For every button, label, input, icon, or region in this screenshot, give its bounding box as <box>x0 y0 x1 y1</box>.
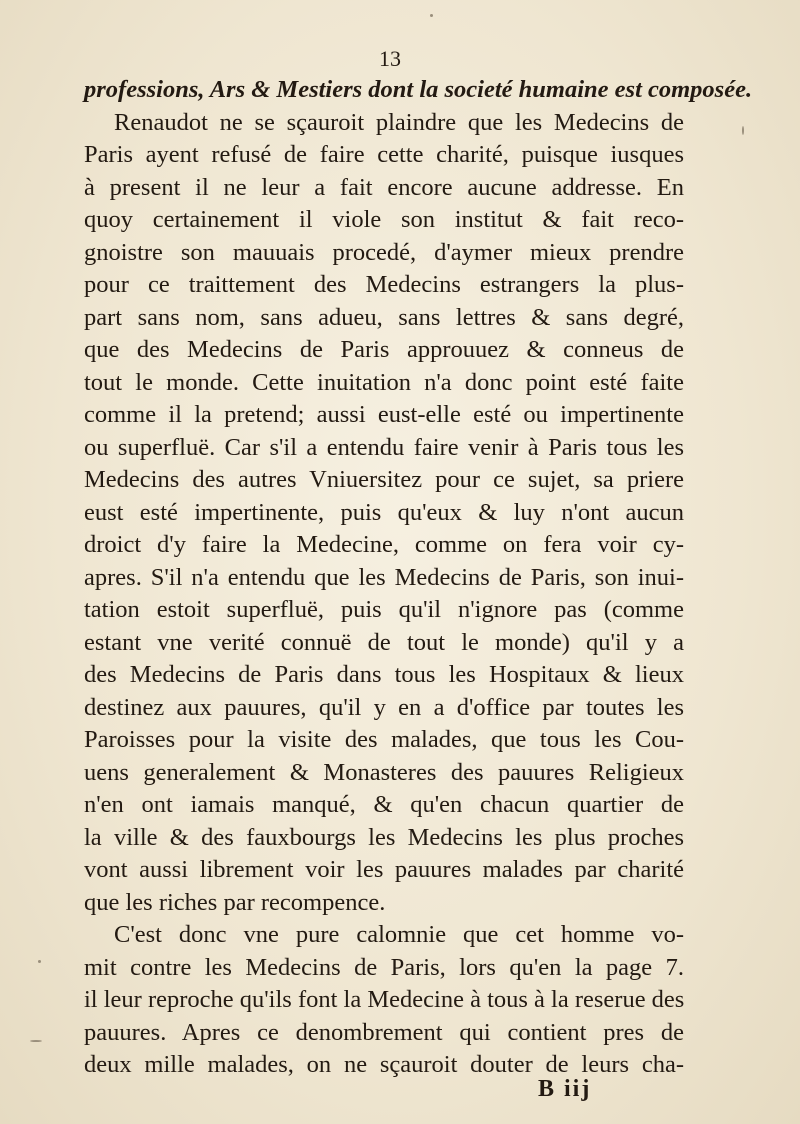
text-line: la ville & des fauxbourgs les Medecins les plus proches <box>84 823 684 851</box>
text-line: Paroisses pour la visite des malades, que tous les Cou- <box>84 726 684 753</box>
text-line: apres. S'il n'a entendu que les Medecins de Paris, son inui- <box>84 563 684 591</box>
text-line: C'est donc vne pure calomnie que cet homme vo- <box>114 921 684 948</box>
text-line: part sans nom, sans adueu, sans lettres & sans degré, <box>84 303 684 331</box>
text-line: Medecins des autres Vniuersitez pour ce sujet, sa priere <box>84 466 684 493</box>
text-line: estant vne verité connuë de tout le monde) qu'il y a <box>84 628 684 656</box>
signature-mark: B iij <box>538 1076 592 1102</box>
text-line: Renaudot ne se sçauroit plaindre que les Medecins de <box>114 108 684 136</box>
text-line: pauures. Apres ce denombrement qui contient pres de <box>84 1018 684 1046</box>
text-line-heading: professions, Ars & Mestiers dont la societé humaine est composée. <box>84 76 753 103</box>
text-line: tout le monde. Cette inuitation n'a donc point esté faite <box>84 368 684 396</box>
text-line: que des Medecins de Paris approuuez & conneus de <box>84 336 684 363</box>
text-line: ou superfluë. Car s'il a entendu faire venir à Paris tous les <box>84 433 684 461</box>
text-line: quoy certainement il viole son institut & fait reco- <box>84 206 684 233</box>
text-line: n'en ont iamais manqué, & qu'en chacun quartier de <box>84 791 684 818</box>
text-line: des Medecins de Paris dans tous les Hospitaux & lieux <box>84 661 684 688</box>
text-line: gnoistre son mauuais procedé, d'aymer mieux prendre <box>84 238 684 266</box>
text-line: pour ce traittement des Medecins estrangers la plus- <box>84 271 684 298</box>
text-line: destinez aux pauures, qu'il y en a d'office par toutes les <box>84 693 684 721</box>
text-line: uens generalement & Monasteres des pauures Religieux <box>84 758 684 786</box>
page-number: 13 <box>379 46 401 71</box>
paper-speck <box>742 126 744 135</box>
text-line: Paris ayent refusé de faire cette charité, puisque iusques <box>84 141 684 168</box>
text-line: eust esté impertinente, puis qu'eux & luy n'ont aucun <box>84 498 684 526</box>
text-line: il leur reproche qu'ils font la Medecine à tous à la reserue des <box>84 986 685 1013</box>
paper-speck <box>430 14 433 17</box>
text-line: droict d'y faire la Medecine, comme on fera voir cy- <box>84 531 684 558</box>
body-text <box>84 74 753 1082</box>
text-line: vont aussi librement voir les pauures malades par charité <box>84 856 684 883</box>
paper-speck <box>30 1040 42 1042</box>
text-line: deux mille malades, on ne sçauroit douter de leurs cha- <box>84 1051 684 1078</box>
text-line: à present il ne leur a fait encore aucune addresse. En <box>84 173 684 201</box>
text-line: tation estoit superfluë, puis qu'il n'ignore pas (comme <box>84 596 684 623</box>
text-line: mit contre les Medecins de Paris, lors qu'en la page 7. <box>84 953 684 981</box>
text-line: que les riches par recompence. <box>84 888 386 916</box>
text-line: comme il la pretend; aussi eust-elle esté ou impertinente <box>84 401 684 428</box>
paper-speck <box>38 960 41 963</box>
